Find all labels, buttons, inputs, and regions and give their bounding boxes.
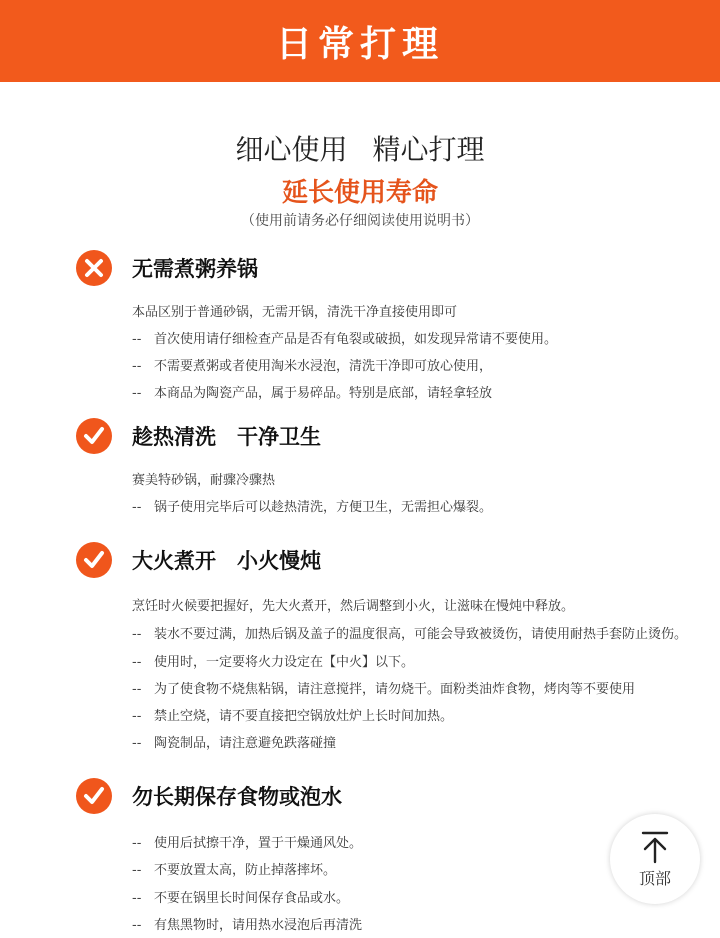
check-icon [76,778,112,814]
check-icon [76,542,112,578]
list-item: -- 使用后拭擦干净，置于干燥通风处。 [132,836,363,851]
list-item: -- 本商品为陶瓷产品，属于易碎品。特别是底部，请轻拿轻放 [132,386,493,401]
section-heading: 趁热清洗 干净卫生 [132,425,321,449]
list-item: -- 禁止空烧，请不要直接把空锅放灶炉上长时间加热。 [132,709,454,724]
arrow-up-icon [640,830,670,864]
list-item: -- 有焦黑物时，请用热水浸泡后再清洗 [132,918,363,933]
list-item: -- 不需要煮粥或者使用淘米水浸泡，清洗干净即可放心使用， [132,359,493,374]
hero-subtitle: 延长使用寿命 [281,178,438,208]
list-item: -- 使用时，一定要将火力设定在【中火】以下。 [132,655,415,670]
section-clean-while-hot [76,416,321,456]
banner-title: 日常打理 [275,22,444,65]
check-icon [76,418,112,454]
section-heading: 无需煮粥养锅 [132,257,258,281]
section-heat-control [76,540,321,580]
back-to-top-button[interactable] [610,814,700,904]
section-heading: 勿长期保存食物或泡水 [132,785,342,809]
section-heading: 大火煮开 小火慢炖 [132,549,321,573]
header-banner [0,0,720,82]
list-item: 本品区别于普通砂锅，无需开锅，清洗干净直接使用即可 [132,305,458,320]
list-item: -- 为了使食物不烧焦粘锅，请注意搅拌，请勿烧干。面粉类油炸食物，烤肉等不要使用 [132,682,636,697]
list-item: -- 锅子使用完毕后可以趁热清洗，方便卫生，无需担心爆裂。 [132,500,493,515]
list-item: -- 不要放置太高，防止掉落摔坏。 [132,863,337,878]
list-item: -- 首次使用请仔细检查产品是否有龟裂或破损，如发现异常请不要使用。 [132,332,558,347]
list-item: -- 陶瓷制品，请注意避免跌落碰撞 [132,736,337,751]
section-no-storage [76,776,342,816]
hero-title: 细心使用 精心打理 [235,133,485,166]
back-to-top-label: 顶部 [638,868,671,888]
section-no-seasoning [76,248,258,288]
list-item: -- 装水不要过满，加热后锅及盖子的温度很高，可能会导致被烫伤，请使用耐热手套防止烫伤。 [132,627,688,642]
hero-note: （使用前请务必仔细阅读使用说明书） [241,213,479,229]
list-item: -- 不要在锅里长时间保存食品或水。 [132,891,350,906]
list-item: 烹饪时火候要把握好，先大火煮开，然后调整到小火，让滋味在慢炖中释放。 [132,599,575,614]
list-item: 赛美特砂锅，耐骤冷骤热 [132,473,276,488]
cross-icon [76,250,112,286]
